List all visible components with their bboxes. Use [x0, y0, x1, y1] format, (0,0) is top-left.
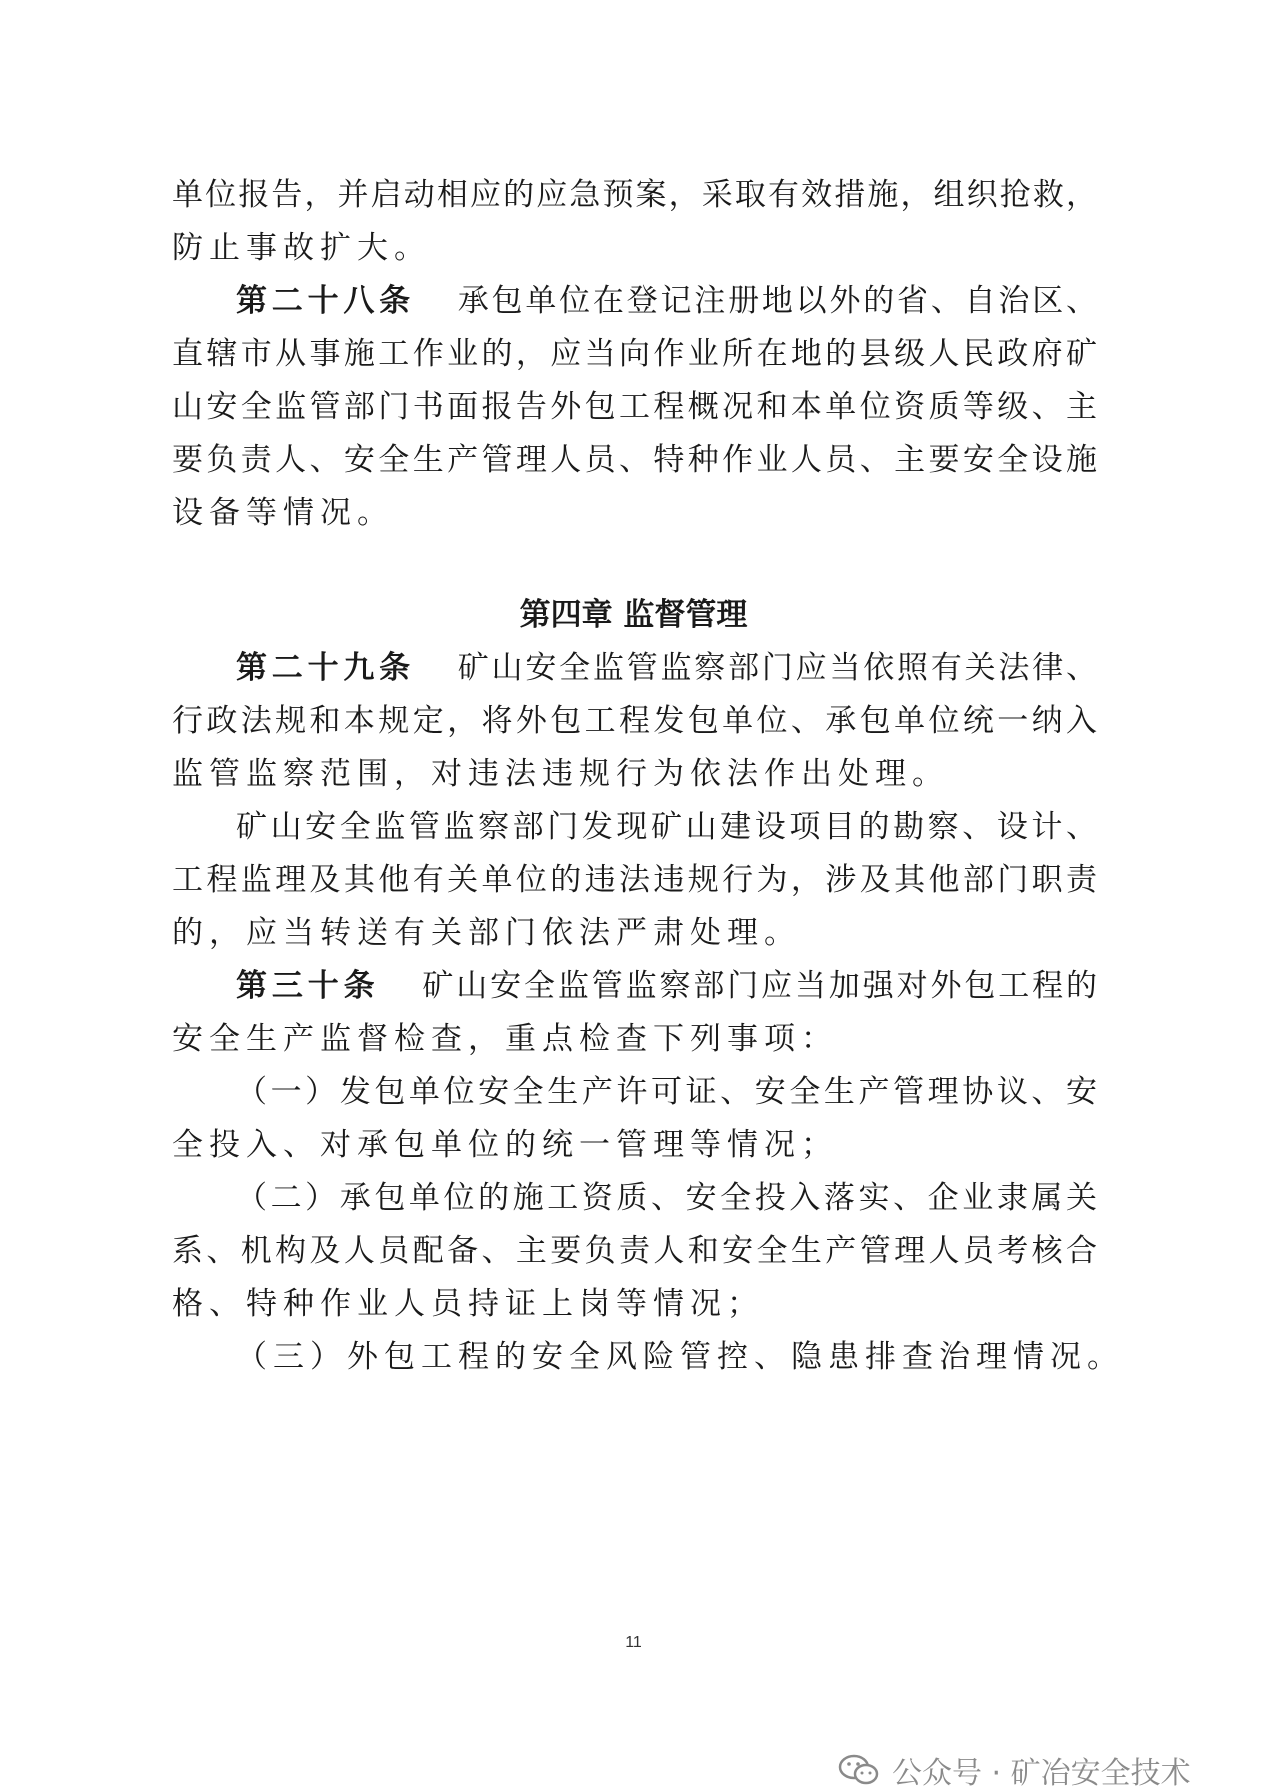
paragraph-line: 监管监察范围，对违法违规行为依法作出处理。: [172, 756, 949, 792]
list-item-line: （三）外包工程的安全风险管控、隐患排查治理情况。: [236, 1339, 1124, 1375]
paragraph-line: 要负责人、安全生产管理人员、特种作业人员、主要安全设施: [172, 442, 1097, 478]
list-item-line: （一）发包单位安全生产许可证、安全生产管理协议、安: [236, 1074, 1097, 1110]
paragraph-line: 山安全监管部门书面报告外包工程概况和本单位资质等级、主: [172, 389, 1097, 425]
chapter-heading: 第四章 监督管理: [519, 597, 748, 633]
article-30-text: 矿山安全监管监察部门应当加强对外包工程的: [419, 968, 1097, 1004]
list-item-line: （二）承包单位的施工资质、安全投入落实、企业隶属关: [236, 1180, 1097, 1216]
article-29-title: 第二十九条: [236, 650, 415, 686]
paragraph-line: 安全生产监督检查，重点检查下列事项：: [172, 1021, 838, 1057]
watermark: [838, 1750, 1191, 1790]
paragraph-line: 工程监理及其他有关单位的违法违规行为，涉及其他部门职责: [172, 862, 1097, 898]
list-item-line: 系、机构及人员配备、主要负责人和安全生产管理人员考核合: [172, 1233, 1097, 1269]
paragraph-line: 矿山安全监管监察部门发现矿山建设项目的勘察、设计、: [236, 809, 1097, 845]
article-28-first-line: [236, 281, 1097, 321]
paragraph-line: 防止事故扩大。: [172, 230, 431, 266]
paragraph-line: 单位报告，并启动相应的应急预案，采取有效措施，组织抢救，: [172, 177, 1097, 213]
article-28-text: 承包单位在登记注册地以外的省、自治区、: [454, 283, 1098, 319]
article-29-text: 矿山安全监管监察部门应当依照有关法律、: [454, 650, 1098, 686]
list-item-line: 格、特种作业人员持证上岗等情况；: [172, 1286, 764, 1322]
paragraph-line: 直辖市从事施工作业的，应当向作业所在地的县级人民政府矿: [172, 336, 1097, 372]
paragraph-line: 的，应当转送有关部门依法严肃处理。: [172, 915, 801, 951]
wechat-icon: [838, 1753, 880, 1787]
article-30-title: 第三十条: [236, 968, 380, 1004]
page-number: 11: [625, 1634, 642, 1651]
article-29-first-line: [236, 648, 1097, 688]
list-item-line: 全投入、对承包单位的统一管理等情况；: [172, 1127, 838, 1163]
article-28-title: 第二十八条: [236, 283, 415, 319]
article-30-first-line: [236, 966, 1097, 1006]
watermark-text: 公众号 · 矿冶安全技术: [892, 1756, 1191, 1791]
paragraph-line: 行政法规和本规定，将外包工程发包单位、承包单位统一纳入: [172, 703, 1097, 739]
paragraph-line: 设备等情况。: [172, 495, 394, 531]
